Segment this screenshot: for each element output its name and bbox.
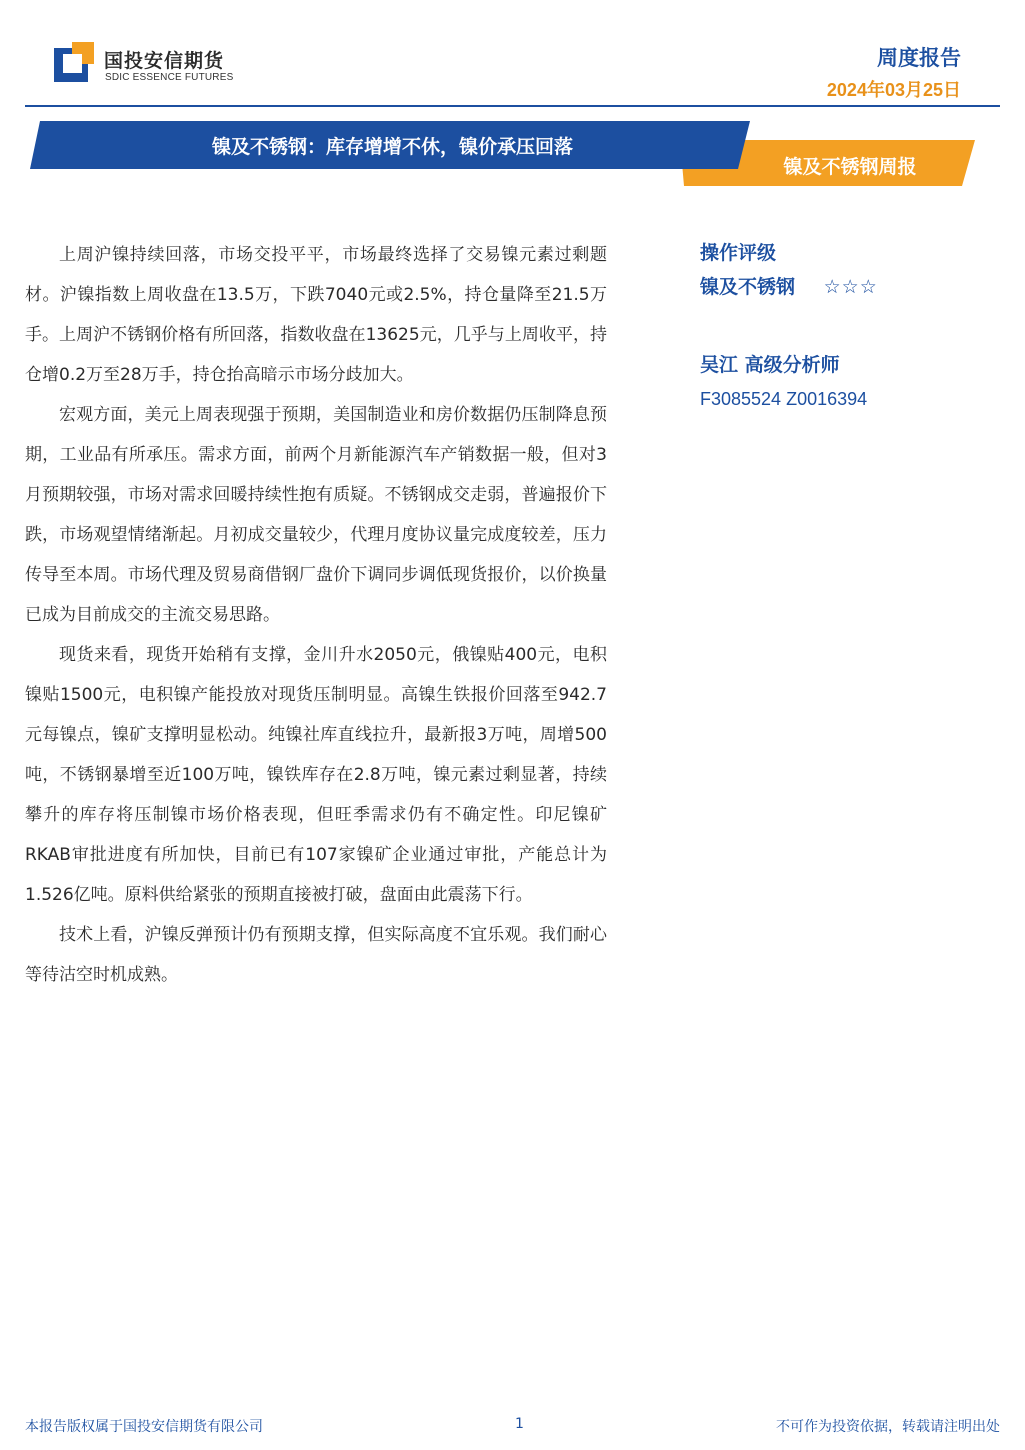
page-footer [25, 1416, 1000, 1440]
report-type: 周度报告 [877, 46, 961, 70]
paragraph-technical: 技术上看，沪镍反弹预计仍有预期支撑，但实际高度不宜乐观。我们耐心等待沽空时机成熟。 [25, 925, 607, 985]
analyst-certificate: F3085524 Z0016394 [700, 389, 868, 409]
rating-stars-icon: ☆☆☆ [823, 276, 878, 298]
disclaimer-notice: 不可作为投资依据，转载请注明出处 [776, 1419, 1000, 1435]
analyst-name: 吴江 高级分析师 [700, 354, 840, 376]
copyright-notice: 本报告版权属于国投安信期货有限公司 [25, 1419, 263, 1435]
company-logo [54, 42, 244, 88]
logo-icon [54, 42, 94, 82]
paragraph-market-review: 上周沪镍持续回落，市场交投平平，市场最终选择了交易镍元素过剩题材。沪镍指数上周收盘在13.5万，下跌7040元或2.5%，持仓量降至21.5万手。上周沪不锈钢价格有所回落，指数收盘在13625元，几乎与上周收平，持仓增0.2万至28万手，持仓抬高暗示市场分歧加大。 [25, 245, 607, 385]
logo-english-name: SDIC ESSENCE FUTURES [105, 72, 234, 83]
rating-heading: 操作评级 [700, 242, 777, 264]
rating-row [700, 270, 1000, 304]
main-content [25, 235, 607, 995]
report-title: 镍及不锈钢：库存增增不休，镍价承压回落 [211, 136, 573, 158]
page-number: 1 [515, 1416, 524, 1432]
paragraph-spot: 现货来看，现货开始稍有支撑，金川升水2050元，俄镍贴400元，电积镍贴1500元，电积镍产能投放对现货压制明显。高镍生铁报价回落至942.7元每镍点，镍矿支撑明显松动。纯镍社库直线拉升，最新报3万吨，周增500吨，不锈钢暴增至近100万吨，镍铁库存在2.8万吨，镍元素过剩显著，持续攀升的库存将压制镍市场价格表现，但旺季需求仍有不确定性。印尼镍矿RKAB审批进度有所加快，目前已有107家镍矿企业通过审批，产能总计为1.526亿吨。原料供给紧张的预期直接被打破，盘面由此震荡下行。 [25, 645, 607, 905]
logo-chinese-name: 国投安信期货 [104, 50, 225, 72]
report-date: 2024年03月25日 [826, 80, 961, 100]
report-category-tag: 镍及不锈钢周报 [783, 156, 917, 178]
rating-item: 镍及不锈钢 [700, 276, 796, 298]
sidebar [700, 236, 1000, 416]
paragraph-macro: 宏观方面，美元上周表现强于预期，美国制造业和房价数据仍压制降息预期，工业品有所承压。需求方面，前两个月新能源汽车产销数据一般，但对3月预期较强，市场对需求回暖持续性抱有质疑。不锈钢成交走弱，普遍报价下跌，市场观望情绪渐起。月初成交量较少，代理月度协议量完成度较差，压力传导至本周。市场代理及贸易商借钢厂盘价下调同步调低现货报价，以价换量已成为目前成交的主流交易思路。 [25, 405, 607, 625]
header-divider [25, 105, 1000, 107]
